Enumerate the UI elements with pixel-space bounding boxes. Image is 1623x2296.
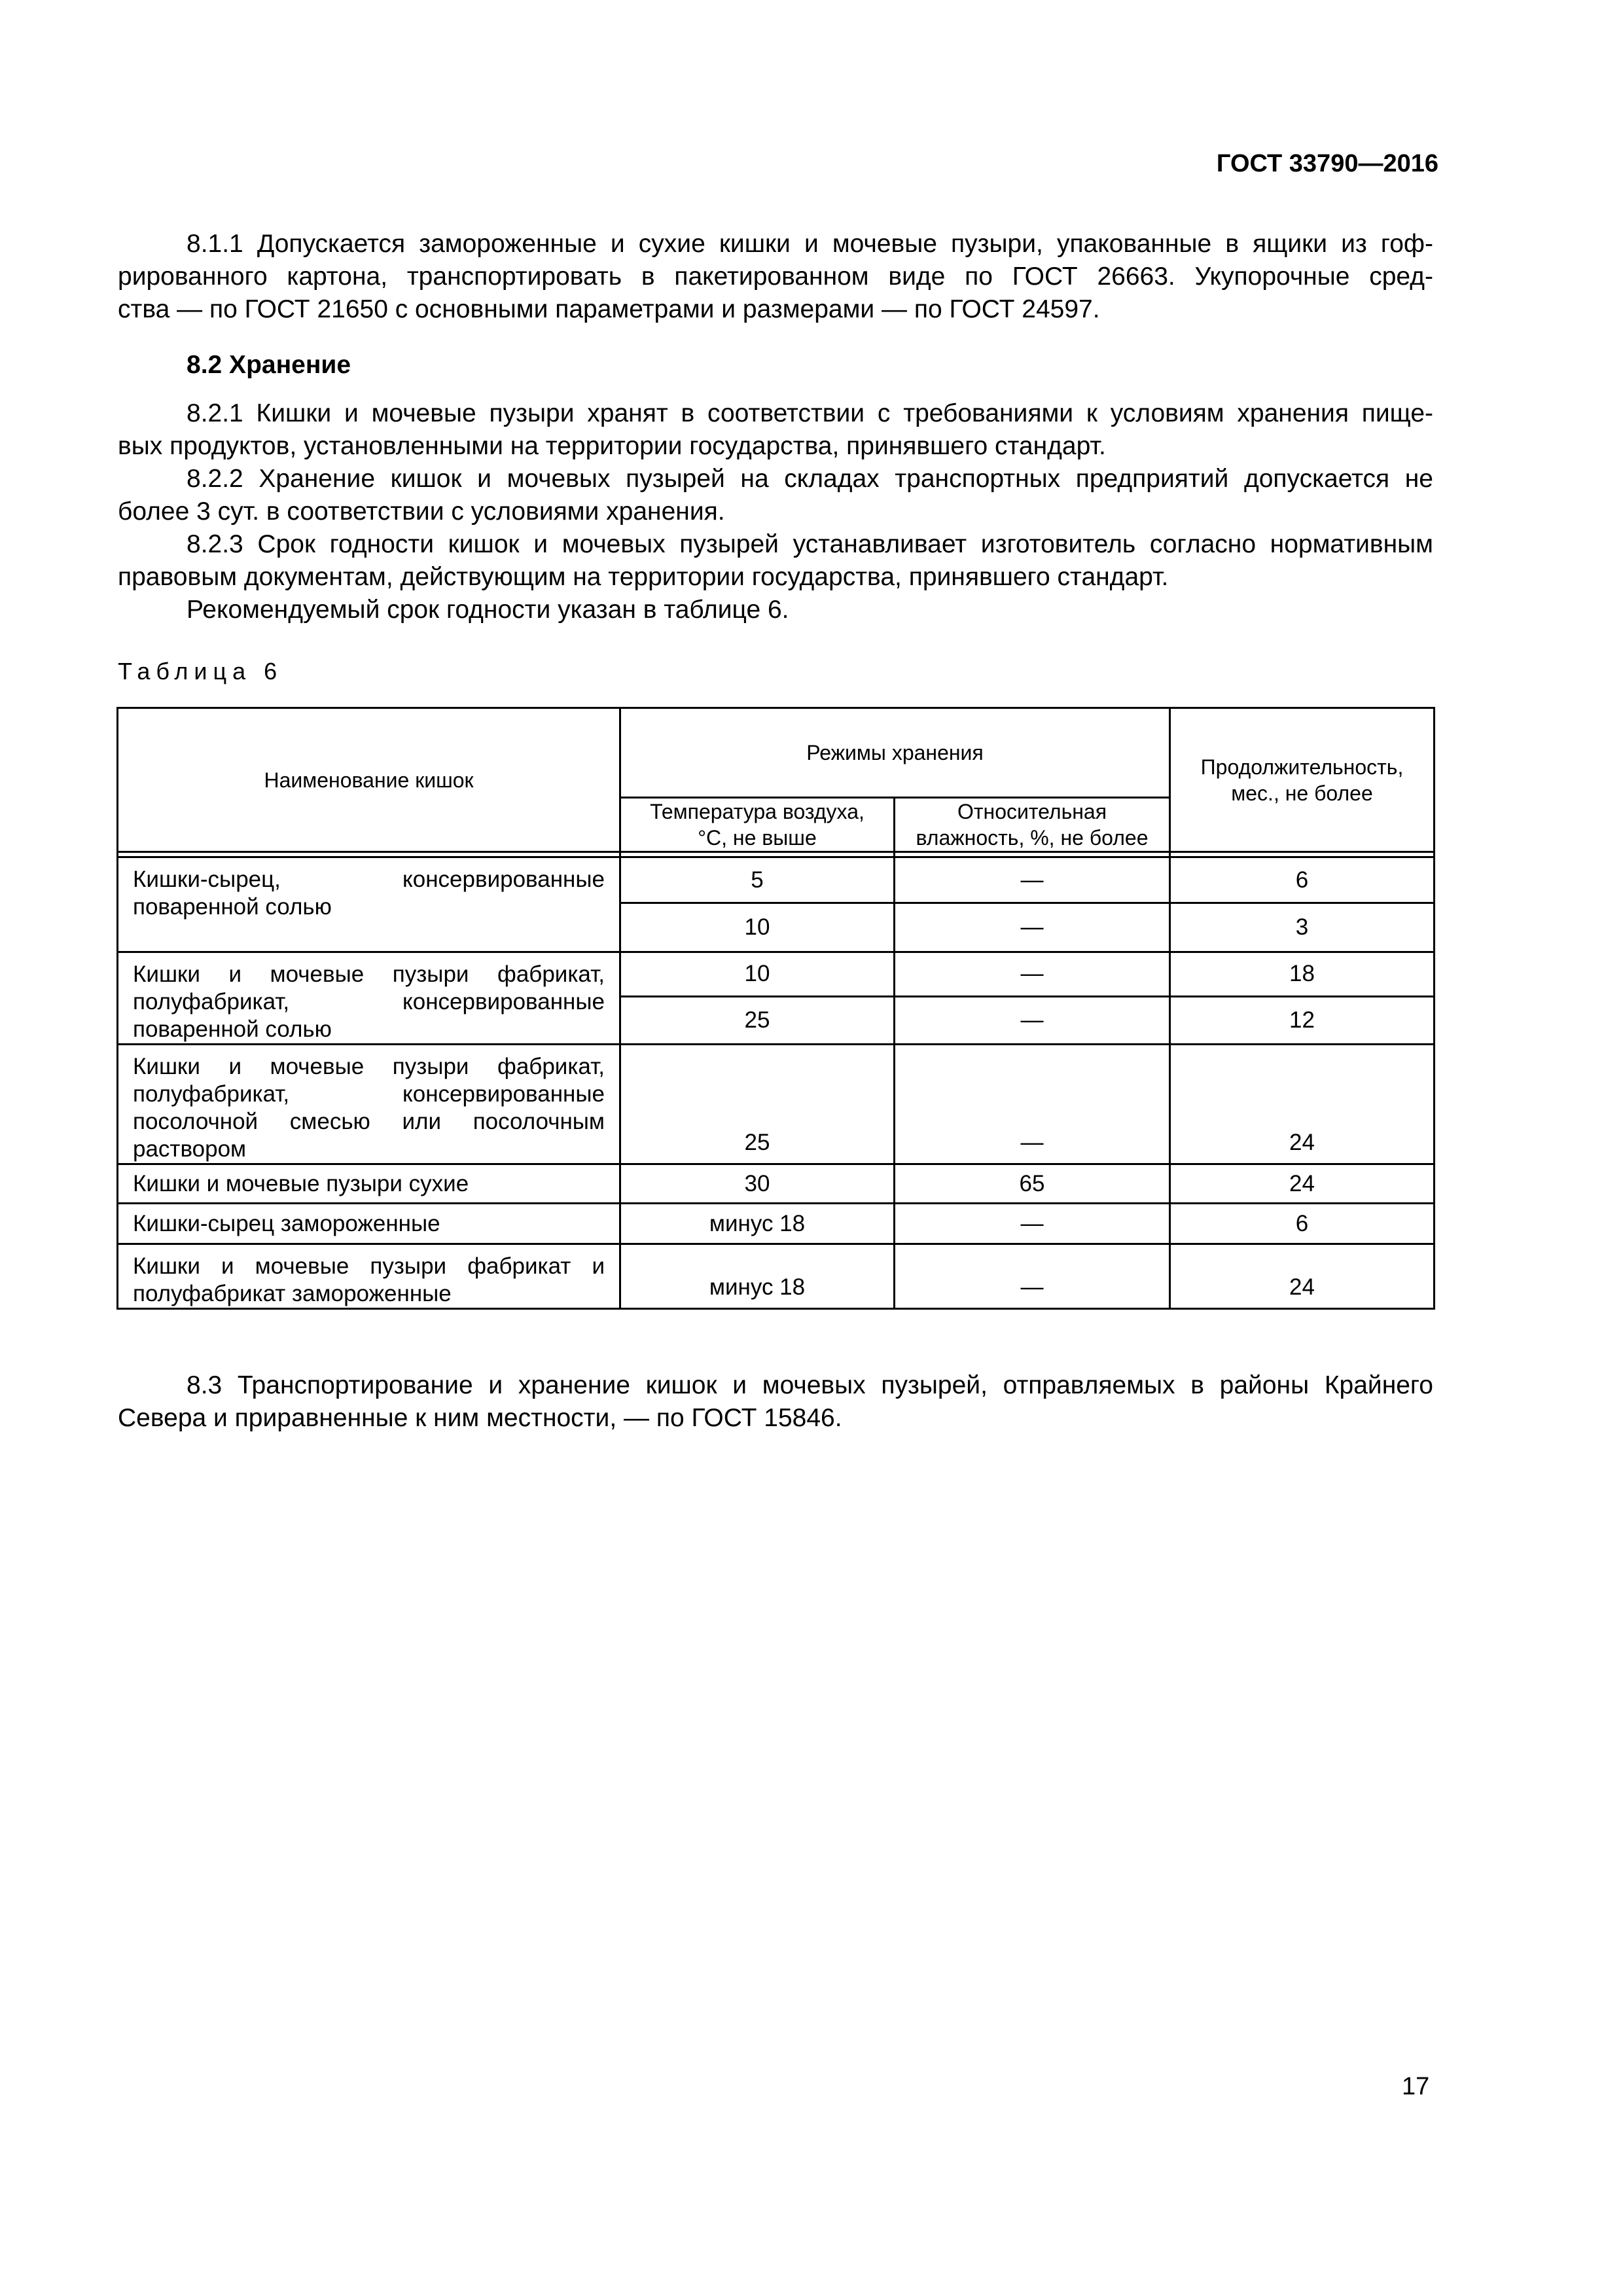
temperature-cell: 25	[620, 996, 895, 1044]
header-humidity: Относительная влажность, %, не более	[895, 798, 1170, 852]
paragraph-8-2-3	[118, 528, 1433, 594]
table-row	[118, 1244, 1435, 1309]
temperature-cell: 25	[620, 1045, 895, 1164]
humidity-cell: 65	[895, 1164, 1170, 1204]
paragraph-line: вых продуктов, установленными на территории государства, принявшего стандарт.	[118, 432, 1106, 460]
humidity-cell: —	[895, 996, 1170, 1044]
duration-cell: 24	[1170, 1244, 1435, 1309]
temperature-cell: минус 18	[620, 1204, 895, 1244]
paragraph-line: 8.2.1 Кишки и мочевые пузыри хранят в соответствии с требованиями к условиям хранения пище-	[187, 399, 1433, 427]
storage-table	[116, 707, 1435, 1310]
table-row	[118, 952, 1435, 997]
duration-cell: 18	[1170, 952, 1435, 997]
paragraph-8-3	[118, 1369, 1433, 1435]
humidity-cell: —	[895, 903, 1170, 952]
casing-name-cell: Кишки и мочевые пузыри сухие	[118, 1164, 620, 1204]
duration-cell: 6	[1170, 857, 1435, 903]
casing-name-cell: Кишки и мочевые пузыри фабрикат, полуфабрикат, консервированные поваренной солью	[118, 952, 620, 1045]
paragraph-line: более 3 сут. в соответствии с условиями хранения.	[118, 497, 725, 526]
duration-cell: 12	[1170, 996, 1435, 1044]
humidity-cell: —	[895, 952, 1170, 997]
duration-cell: 24	[1170, 1045, 1435, 1164]
paragraph-line: рированного картона, транспортировать в пакетированном виде по ГОСТ 26663. Укупорочные сред-	[118, 262, 1433, 291]
header-storage-modes: Режимы хранения	[620, 708, 1170, 798]
casing-name-cell: Кишки-сырец, консервированные поваренной солью	[118, 857, 620, 952]
paragraph-line: 8.2.3 Срок годности кишок и мочевых пузырей устанавливает изготовитель согласно нормативным	[187, 530, 1433, 558]
header-temperature: Температура воздуха, °С, не выше	[620, 798, 895, 852]
temperature-cell: 5	[620, 857, 895, 903]
casing-name-cell: Кишки-сырец замороженные	[118, 1204, 620, 1244]
casing-name-cell: Кишки и мочевые пузыри фабрикат, полуфабрикат, консервированные посолочной смесью или посолочным раствором	[118, 1045, 620, 1164]
table-row	[118, 857, 1435, 903]
paragraph-line: 8.3 Транспортирование и хранение кишок и мочевых пузырей, отправляемых в районы Крайнего	[187, 1371, 1433, 1399]
humidity-cell: —	[895, 857, 1170, 903]
table-caption: Таблица 6	[118, 658, 283, 685]
table-row	[118, 1045, 1435, 1164]
duration-cell: 3	[1170, 903, 1435, 952]
humidity-cell: —	[895, 1045, 1170, 1164]
paragraph-line: 8.2.2 Хранение кишок и мочевых пузырей на складах транспортных предприятий допускается не	[187, 465, 1433, 493]
paragraph-line: ства — по ГОСТ 21650 с основными параметрами и размерами — по ГОСТ 24597.	[118, 295, 1100, 323]
header-casing-name: Наименование кишок	[118, 708, 620, 852]
temperature-cell: минус 18	[620, 1244, 895, 1309]
document-standard-id: ГОСТ 33790—2016	[1216, 150, 1438, 177]
paragraph-8-2-2	[118, 463, 1433, 528]
casing-name-cell: Кишки и мочевые пузыри фабрикат и полуфабрикат замороженные	[118, 1244, 620, 1309]
table-row	[118, 1204, 1435, 1244]
duration-cell: 6	[1170, 1204, 1435, 1244]
paragraph-line: Рекомендуемый срок годности указан в таблице 6.	[187, 596, 789, 624]
paragraph-8-2-1	[118, 397, 1433, 463]
paragraph-8-1-1	[118, 228, 1433, 326]
header-double-rule	[118, 852, 1435, 857]
paragraph-line: Севера и приравненные к ним местности, — по ГОСТ 15846.	[118, 1404, 842, 1432]
humidity-cell: —	[895, 1204, 1170, 1244]
paragraph-line: 8.1.1 Допускается замороженные и сухие кишки и мочевые пузыри, упакованные в ящики из гоф-	[187, 230, 1433, 258]
temperature-cell: 10	[620, 903, 895, 952]
humidity-cell: —	[895, 1244, 1170, 1309]
temperature-cell: 10	[620, 952, 895, 997]
duration-cell: 24	[1170, 1164, 1435, 1204]
header-duration: Продолжительность, мес., не более	[1170, 708, 1435, 852]
paragraph-recommended-shelf-life	[118, 594, 1433, 626]
temperature-cell: 30	[620, 1164, 895, 1204]
paragraph-line: правовым документам, действующим на территории государства, принявшего стандарт.	[118, 563, 1169, 591]
page-number: 17	[1402, 2073, 1430, 2100]
section-heading-8-2: 8.2 Хранение	[187, 351, 351, 379]
table-row	[118, 1164, 1435, 1204]
